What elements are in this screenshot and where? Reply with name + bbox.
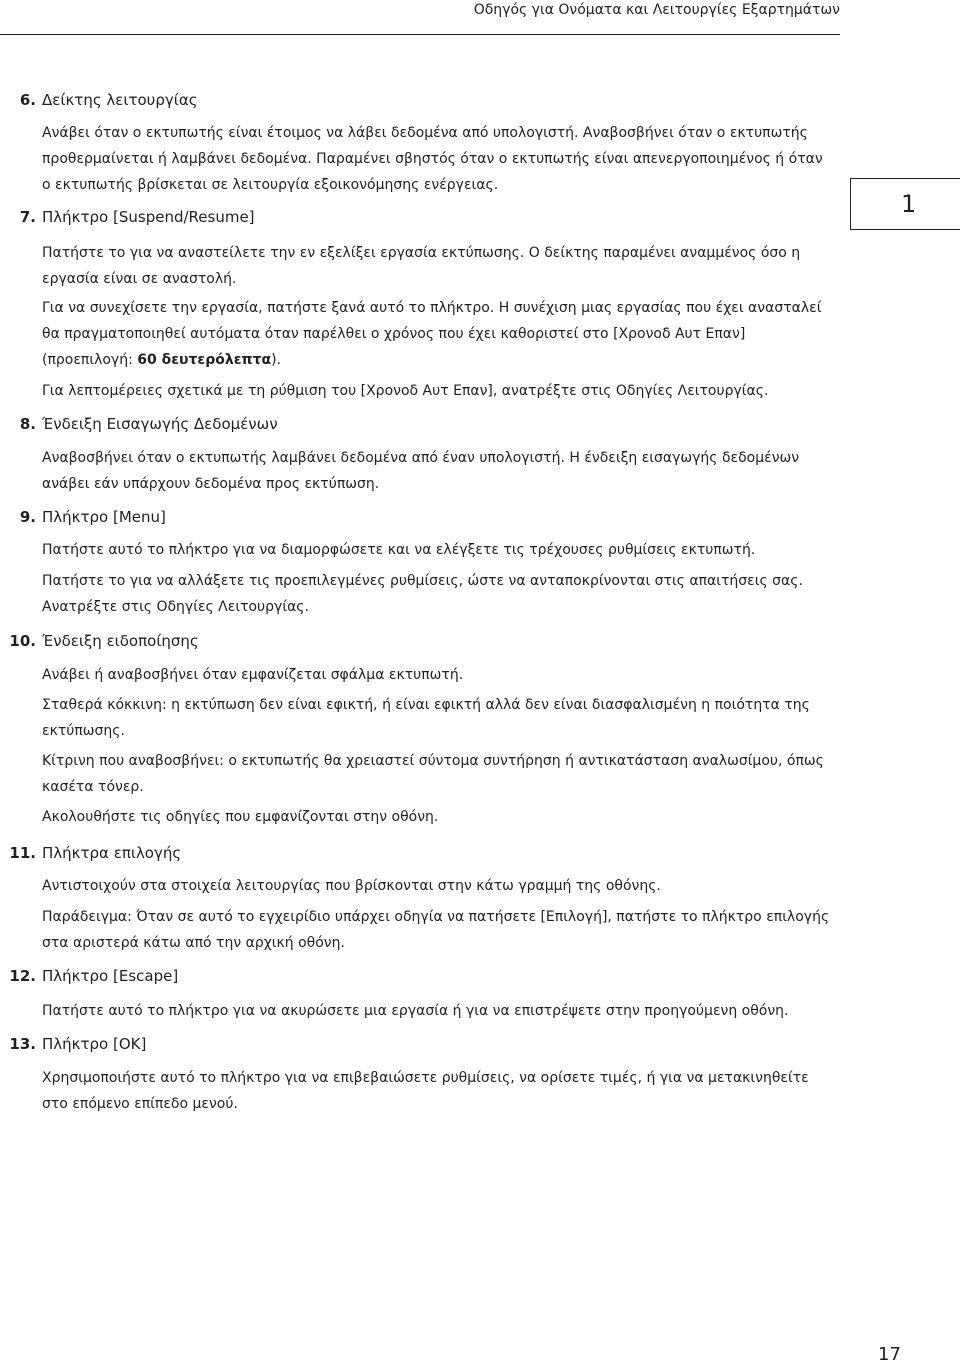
item-paragraph: Σταθερά κόκκινη: η εκτύπωση δεν είναι εφικτή, ή είναι εφικτή αλλά δεν είναι διασφαλισμένη η ποιότητα της εκτύπωσης. [42, 697, 810, 739]
item-number: 8. [19, 415, 36, 433]
item-heading-11 [0, 843, 181, 863]
item-number: 9. [19, 508, 36, 526]
item-number: 11. [9, 844, 36, 862]
item-heading-10 [0, 631, 199, 651]
item-paragraph: Για λεπτομέρειες σχετικά με τη ρύθμιση του [Χρονοδ Αυτ Επαν], ανατρέξτε στις Οδηγίες Λειτουργίας. [42, 383, 769, 399]
item-paragraph: Παράδειγμα: Όταν σε αυτό το εγχειρίδιο υπάρχει οδηγία να πατήσετε [Επιλογή], πατήστε το πλήκτρο επιλογής στα αριστερά κάτω από την αρχική οθόνη. [42, 909, 830, 951]
header-title: Οδηγός για Ονόματα και Λειτουργίες Εξαρτημάτων [473, 2, 840, 18]
paragraph-text-suffix: ). [271, 352, 282, 368]
item-title: Πλήκτρα επιλογής [42, 844, 182, 862]
page-number: 17 [878, 1344, 901, 1365]
item-heading-7 [0, 207, 255, 227]
item-title: Ένδειξη ειδοποίησης [42, 632, 199, 650]
item-title: Πλήκτρο [Menu] [42, 508, 166, 526]
default-value: 60 δευτερόλεπτα [137, 352, 272, 368]
item-title: Πλήκτρο [Escape] [42, 967, 179, 985]
item-title: Πλήκτρο [Suspend/Resume] [42, 208, 255, 226]
item-paragraph: Πατήστε αυτό το πλήκτρο για να ακυρώσετε μια εργασία ή για να επιστρέψετε στην προηγούμενη οθόνη. [42, 1003, 789, 1019]
item-title: Ένδειξη Εισαγωγής Δεδομένων [42, 415, 278, 433]
item-paragraph: Πατήστε το για να αλλάξετε τις προεπιλεγμένες ρυθμίσεις, ώστε να ανταποκρίνονται στις απαιτήσεις σας. Ανατρέξτε στις Οδηγίες Λειτουργίας. [42, 573, 803, 615]
item-paragraph [42, 295, 832, 373]
item-paragraph: Ανάβει ή αναβοσβήνει όταν εμφανίζεται σφάλμα εκτυπωτή. [42, 667, 464, 683]
item-number: 6. [19, 91, 36, 109]
item-paragraph: Ακολουθήστε τις οδηγίες που εμφανίζονται στην οθόνη. [42, 809, 439, 825]
item-number: 13. [9, 1035, 36, 1053]
item-paragraph: Πατήστε αυτό το πλήκτρο για να διαμορφώσετε και να ελέγξετε τις τρέχουσες ρυθμίσεις εκτυπωτή. [42, 542, 756, 558]
item-paragraph: Χρησιμοποιήστε αυτό το πλήκτρο για να επιβεβαιώσετε ρυθμίσεις, να ορίσετε τιμές, ή για να μετακινηθείτε στο επόμενο επίπεδο μενού. [42, 1070, 809, 1112]
chapter-tab: 1 [850, 178, 960, 230]
paragraph-text: Για να συνεχίσετε την εργασία, πατήστε ξανά αυτό το πλήκτρο. Η συνέχιση μιας εργασίας που έχει ανασταλεί θα πραγματοποιηθεί αυτόματα όταν παρέλθει ο χρόνος που έχει καθοριστεί στο [Χρονοδ Αυτ Επαν] (προεπιλογή: [42, 300, 822, 368]
item-heading-6 [0, 90, 198, 110]
item-heading-8 [0, 414, 278, 434]
item-number: 10. [9, 632, 36, 650]
header-rule [0, 34, 840, 35]
item-paragraph: Κίτρινη που αναβοσβήνει: ο εκτυπωτής θα χρειαστεί σύντομα συντήρηση ή αντικατάσταση αναλωσίμου, όπως κασέτα τόνερ. [42, 753, 824, 795]
item-heading-12 [0, 966, 178, 986]
item-heading-9 [0, 507, 166, 527]
item-number: 7. [19, 208, 36, 226]
item-paragraph: Αντιστοιχούν στα στοιχεία λειτουργίας που βρίσκονται στην κάτω γραμμή της οθόνης. [42, 878, 661, 894]
item-number: 12. [9, 967, 36, 985]
item-paragraph: Ανάβει όταν ο εκτυπωτής είναι έτοιμος να λάβει δεδομένα από υπολογιστή. Αναβοσβήνει όταν ο εκτυπωτής προθερμαίνεται ή λαμβάνει δεδομένα. Παραμένει σβηστός όταν ο εκτυπωτής είναι απενεργοποιημένος ή όταν ο εκτυπωτής βρίσκεται σε λειτουργία εξοικονόμησης ενέργειας. [42, 125, 823, 193]
item-paragraph: Αναβοσβήνει όταν ο εκτυπωτής λαμβάνει δεδομένα από έναν υπολογιστή. Η ένδειξη εισαγωγής δεδομένων ανάβει εάν υπάρχουν δεδομένα προς εκτύπωση. [42, 450, 800, 492]
item-title: Πλήκτρο [OK] [42, 1035, 147, 1053]
item-heading-13 [0, 1034, 146, 1054]
item-paragraph: Πατήστε το για να αναστείλετε την εν εξελίξει εργασία εκτύπωσης. Ο δείκτης παραμένει αναμμένος όσο η εργασία είναι σε αναστολή. [42, 245, 801, 287]
item-title: Δείκτης λειτουργίας [42, 91, 198, 109]
